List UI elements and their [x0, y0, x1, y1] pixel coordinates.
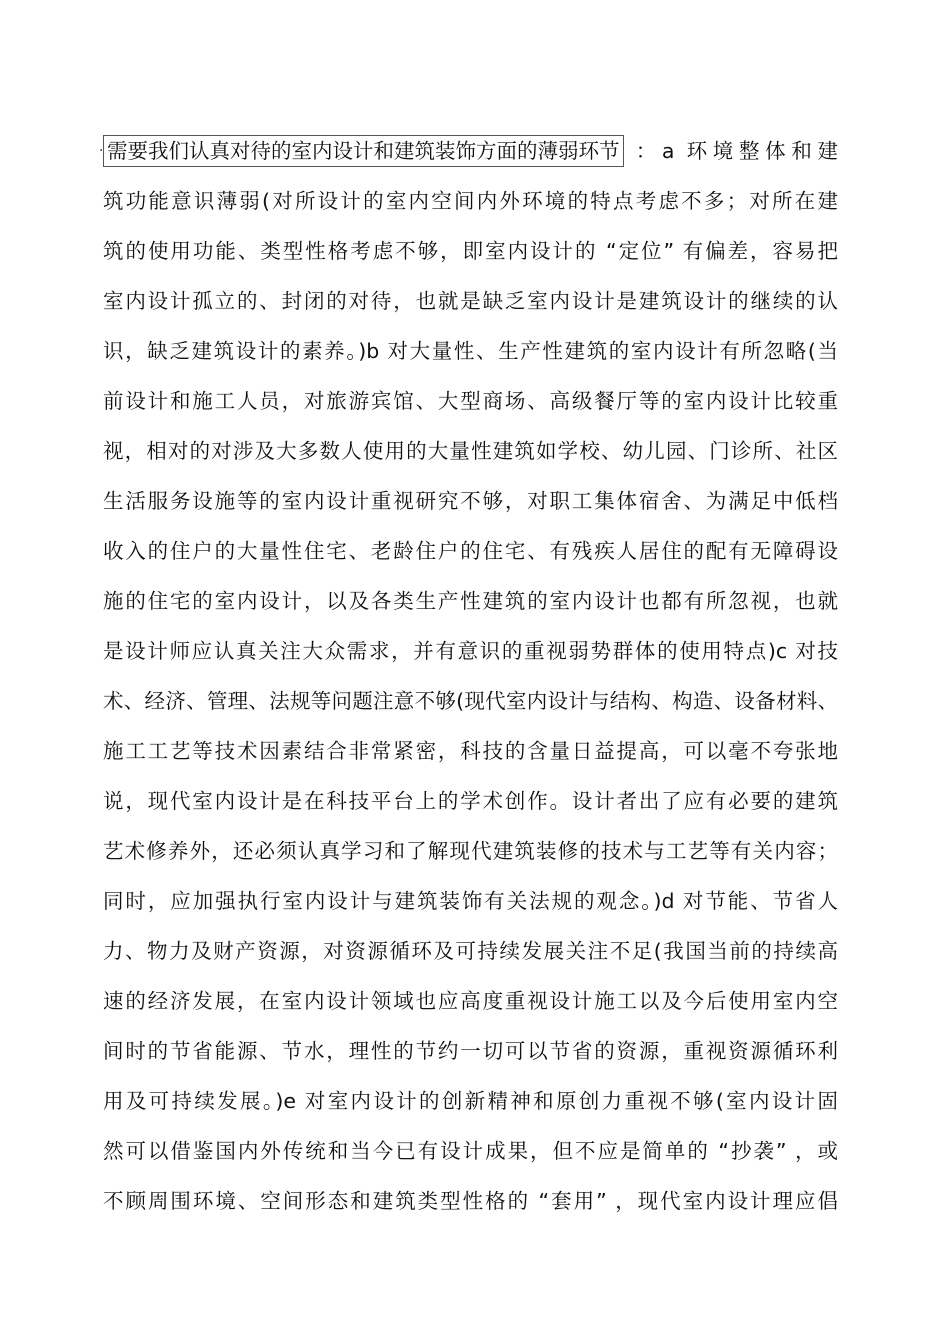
paragraph-line: 力、物力及财产资源，对资源循环及可持续发展关注不足(我国当前的持续高	[103, 939, 838, 963]
paragraph-line-first	[99, 126, 838, 176]
body-paragraph	[99, 126, 838, 1226]
bullet-marker: ·	[99, 143, 104, 159]
paragraph-line: 施工工艺等技术因素结合非常紧密，科技的含量日益提高，可以毫不夸张地	[103, 739, 838, 763]
paragraph-line: 然可以借鉴国内外传统和当今已有设计成果，但不应是简单的 “抄袭” ，或	[103, 1139, 838, 1163]
paragraph-line: 收入的住户的大量性住宅、老龄住户的住宅、有残疾人居住的配有无障碍设	[103, 539, 838, 563]
paragraph-line: 间时的节省能源、节水，理性的节约一切可以节省的资源，重视资源循环利	[103, 1039, 838, 1063]
paragraph-line: 识，缺乏建筑设计的素养。)b 对大量性、生产性建筑的室内设计有所忽略(当	[103, 339, 838, 363]
paragraph-line: 生活服务设施等的室内设计重视研究不够，对职工集体宿舍、为满足中低档	[103, 489, 838, 513]
paragraph-line: 速的经济发展，在室内设计领域也应高度重视设计施工以及今后使用室内空	[103, 989, 838, 1013]
paragraph-line: 术、经济、管理、法规等问题注意不够(现代室内设计与结构、构造、设备材料、	[103, 689, 838, 713]
paragraph-line: 筑的使用功能、类型性格考虑不够，即室内设计的 “定位” 有偏差，容易把	[103, 239, 838, 263]
paragraph-line: 室内设计孤立的、封闭的对待，也就是缺乏室内设计是建筑设计的继续的认	[103, 289, 838, 313]
paragraph-line: 同时，应加强执行室内设计与建筑装饰有关法规的观念。)d 对节能、节省人	[103, 889, 838, 913]
boxed-heading: 需要我们认真对待的室内设计和建筑装饰方面的薄弱环节	[103, 135, 624, 167]
paragraph-line: 不顾周围环境、空间形态和建筑类型性格的 “套用” ，现代室内设计理应倡	[103, 1189, 838, 1213]
paragraph-line: 视，相对的对涉及大多数人使用的大量性建筑如学校、幼儿园、门诊所、社区	[103, 439, 838, 463]
paragraph-line: 筑功能意识薄弱(对所设计的室内空间内外环境的特点考虑不多；对所在建	[103, 189, 838, 213]
paragraph-line: 前设计和施工人员，对旅游宾馆、大型商场、高级餐厅等的室内设计比较重	[103, 389, 838, 413]
paragraph-line: 施的住宅的室内设计，以及各类生产性建筑的室内设计也都有所忽视，也就	[103, 589, 838, 613]
paragraph-line: 说，现代室内设计是在科技平台上的学术创作。设计者出了应有必要的建筑	[103, 789, 838, 813]
first-line-rest: ：a 环境整体和建	[635, 139, 838, 163]
paragraph-line: 是设计师应认真关注大众需求，并有意识的重视弱势群体的使用特点)c 对技	[103, 639, 838, 663]
paragraph-line: 艺术修养外，还必须认真学习和了解现代建筑装修的技术与工艺等有关内容；	[103, 839, 838, 863]
paragraph-line: 用及可持续发展。)e 对室内设计的创新精神和原创力重视不够(室内设计固	[103, 1089, 838, 1113]
